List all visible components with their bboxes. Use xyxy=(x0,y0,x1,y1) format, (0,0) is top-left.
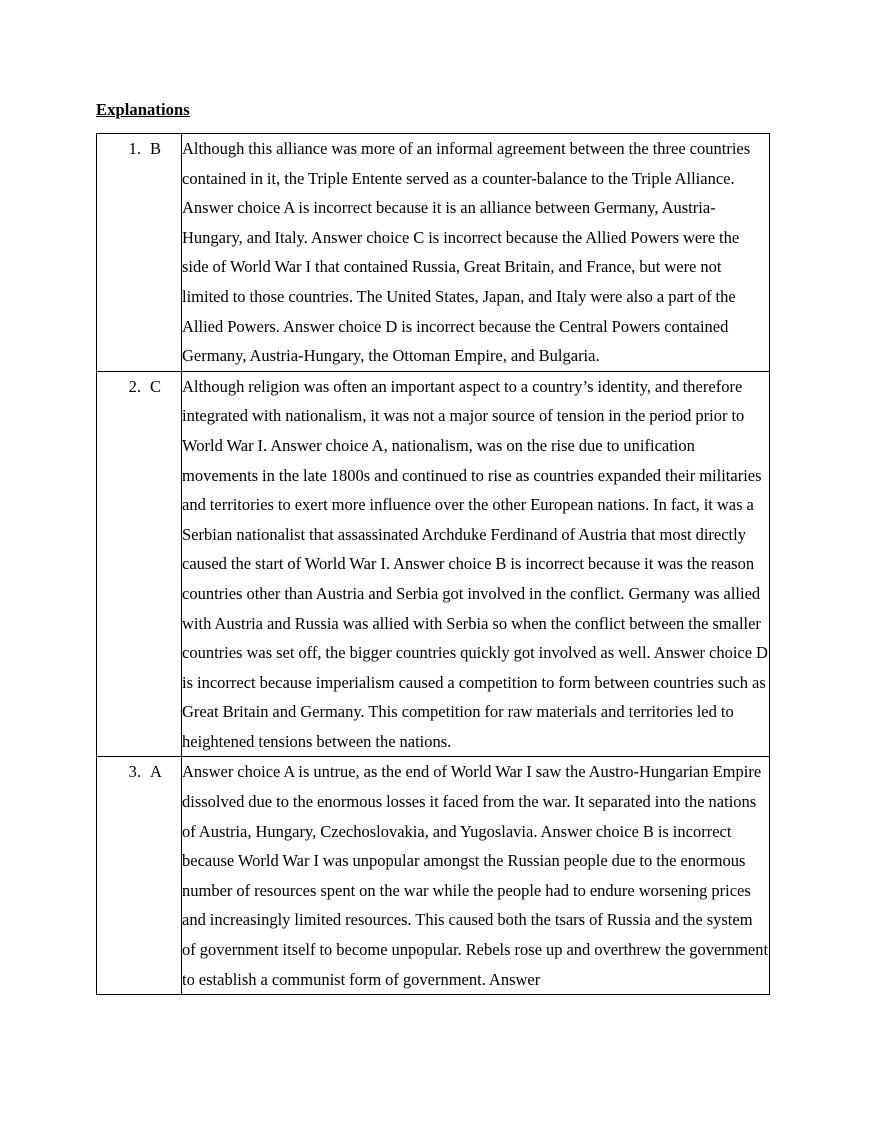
answer-letter: C xyxy=(150,376,162,396)
page-title: Explanations xyxy=(96,100,190,119)
row-label xyxy=(97,134,181,164)
document-body xyxy=(96,100,770,995)
row-label xyxy=(97,757,181,787)
row-label xyxy=(97,372,181,402)
question-number: 3. xyxy=(128,762,141,782)
question-number: 1. xyxy=(128,139,141,158)
answer-letter: B xyxy=(150,139,162,158)
table-row xyxy=(97,757,770,995)
clipped-text-wrapper xyxy=(182,757,769,994)
row-text-cell xyxy=(182,371,770,757)
explanation-text: Although religion was often an important aspect to a country’s identity, and therefore integrated with nationalism, it was not a major source of tension in the period prior to World War I. Answer choice A, nationalism, was on the rise due to unification movements in the late 1800s and continued to rise as countries expanded their militaries and territories to exert more influence over the other European nations. In fact, it was a Serbian nationalist that assassinated Archduke Ferdinand of Austria that most directly caused the start of World War I. Answer choice B is incorrect because it was the reason countries other than Austria and Serbia got involved in the conflict. Germany was allied with Austria and Russia was allied with Serbia so when the conflict between the smaller countries was set off, the bigger countries quickly got involved as well. Answer choice D is incorrect because imperialism caused a competition to form between countries such as Great Britain and Germany. This competition for raw materials and territories led to heightened tensions between the nations. xyxy=(182,376,768,751)
row-label-cell xyxy=(97,757,182,995)
explanations-table xyxy=(96,133,770,995)
row-text-cell xyxy=(182,134,770,372)
answer-letter: A xyxy=(150,762,162,782)
question-number: 2. xyxy=(128,376,141,396)
row-label-cell xyxy=(97,134,182,372)
row-label-cell xyxy=(97,371,182,757)
table-row xyxy=(97,134,770,372)
explanation-text: Although this alliance was more of an informal agreement between the three countries contained in it, the Triple Entente served as a counter-balance to the Triple Alliance. Answer choice A is incorrect because it is an alliance between Germany, Austria-Hungary, and Italy. Answer choice C is incorrect because the Allied Powers were the side of World War I that contained Russia, Great Britain, and France, but were not limited to those countries. The United States, Japan, and Italy were also a part of the Allied Powers. Answer choice D is incorrect because the Central Powers contained Germany, Austria-Hungary, the Ottoman Empire, and Bulgaria. xyxy=(182,139,751,366)
row-text-cell xyxy=(182,757,770,995)
table-row xyxy=(97,371,770,757)
explanation-text: Answer choice A is untrue, as the end of World War I saw the Austro-Hungarian Empire dissolved due to the enormous losses it faced from the war. It separated into the nations of Austria, Hungary, Czechoslovakia, and Yugoslavia. Answer choice B is incorrect because World War I was unpopular amongst the Russian people due to the enormous number of resources spent on the war while the people had to endure worsening prices and increasingly limited resources. This caused both the tsars of Russia and the system of government itself to become unpopular. Rebels rose up and overthrew the government to establish a communist form of government. Answer xyxy=(182,762,769,989)
table-body xyxy=(97,134,770,995)
